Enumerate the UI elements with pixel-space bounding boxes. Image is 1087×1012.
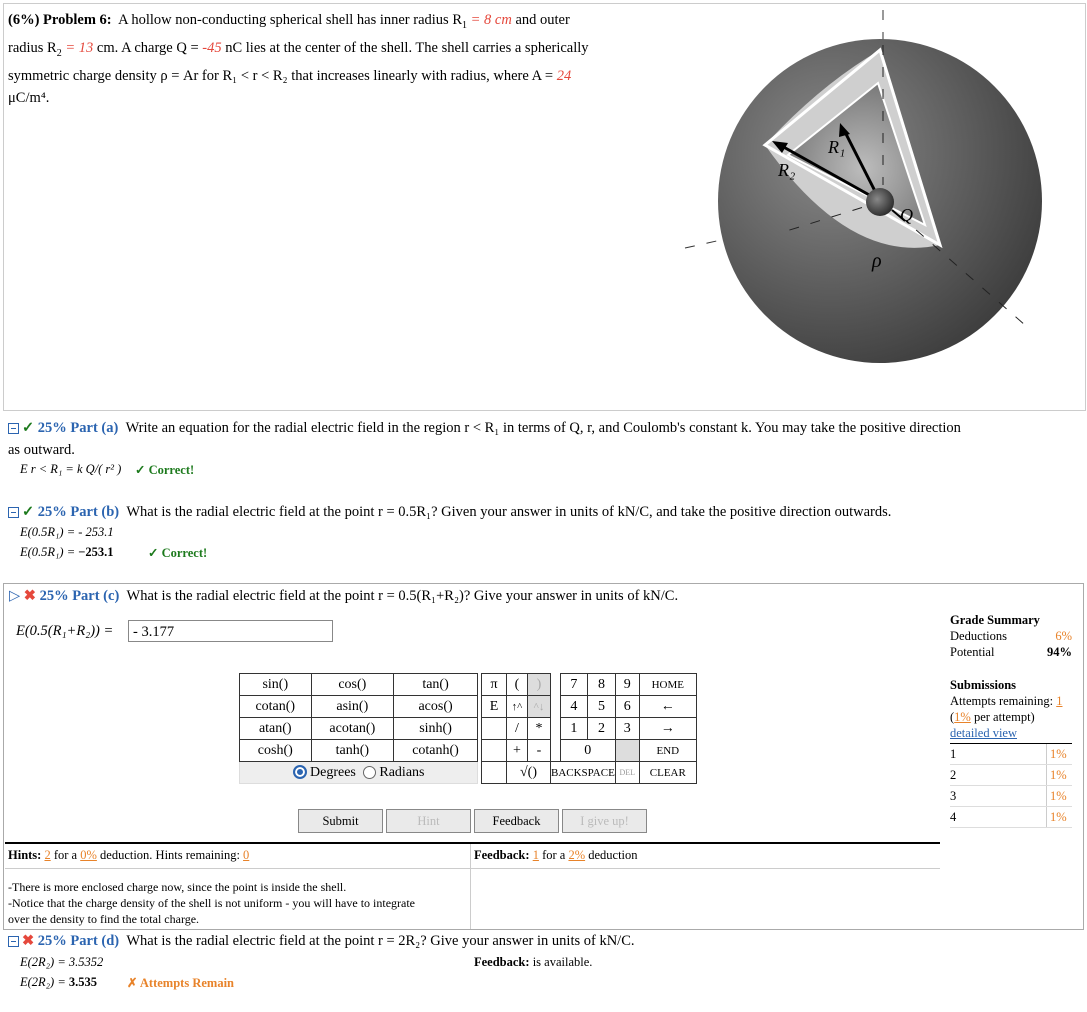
- part-d-answer-value: 3.535: [68, 975, 98, 989]
- clear-button[interactable]: CLEAR: [639, 762, 696, 784]
- acos-button[interactable]: acos(): [394, 696, 478, 718]
- part-c-title[interactable]: 25% Part (c): [39, 588, 120, 604]
- hints-text: for a: [53, 848, 78, 862]
- part-a-question: Write an equation for the radial electric field in the region r < R₁ in terms of Q, r, and Coulomb's constant k. You may take the positive direction: [125, 420, 961, 436]
- submission-number: 1: [950, 747, 957, 761]
- feedback-button[interactable]: Feedback: [474, 809, 559, 833]
- label-rho: ρ: [872, 250, 882, 272]
- hints-divider: [5, 842, 940, 844]
- hints-count: 2: [44, 848, 51, 862]
- cosh-button[interactable]: cosh(): [240, 740, 312, 762]
- part-d-feedback-label: Feedback:: [474, 955, 530, 969]
- hint-item: -Notice that the charge density of the shell is not uniform - you will have to integrate: [8, 896, 416, 910]
- hints-remaining: 0: [243, 848, 250, 862]
- spacer: [482, 762, 507, 784]
- digit-1[interactable]: 1: [560, 718, 588, 740]
- part-d: [8, 931, 634, 951]
- submission-number: 3: [950, 789, 957, 803]
- hint-item: over the density to find the total charge.: [8, 912, 200, 926]
- per-attempt-percent: 1%: [954, 710, 971, 724]
- problem-text: nC lies at the center of the shell. The shell carries a spherically: [225, 39, 589, 56]
- check-icon: ✓: [22, 420, 35, 436]
- problem-text: radius R: [8, 39, 57, 56]
- part-d-feedback: [474, 955, 592, 970]
- submission-deduction: 1%: [1046, 744, 1072, 764]
- spacer: [482, 718, 507, 740]
- part-c: [9, 586, 678, 606]
- expand-icon[interactable]: ▷: [9, 588, 21, 604]
- submission-deduction: 1%: [1046, 765, 1072, 785]
- degrees-radio[interactable]: [293, 765, 307, 779]
- part-b-title[interactable]: 25% Part (b): [37, 504, 120, 520]
- submission-number: 4: [950, 810, 957, 824]
- cotanh-button[interactable]: cotanh(): [394, 740, 478, 762]
- part-b-question: What is the radial electric field at the point r = 0.5R₁? Given your answer in units of kN/C, and take the positive direction outwards.: [126, 504, 892, 520]
- problem-text: symmetric charge density ρ = Ar for R₁ < r < R₂ that increases linearly with radius, where A =: [8, 67, 554, 84]
- hint-button[interactable]: Hint: [386, 809, 471, 833]
- radians-radio[interactable]: [363, 766, 376, 779]
- grade-summary: Grade Summary Deductions 6% Potential 94% Submissions Attempts remaining: 1 (1% per attempt) detailed view 1 1% 2 1% 3 1% 4 1%: [950, 612, 1072, 828]
- part-a-question: as outward.: [8, 442, 75, 458]
- feedback-percent: 2%: [568, 848, 586, 862]
- central-charge: [866, 188, 894, 216]
- part-d-question: What is the radial electric field at the point r = 2R₂? Give your answer in units of kN/C.: [126, 933, 635, 949]
- collapse-icon[interactable]: [8, 507, 19, 518]
- digit-8[interactable]: 8: [588, 674, 616, 696]
- a-value: 24: [556, 67, 572, 84]
- rparen-button[interactable]: ): [528, 674, 551, 696]
- part-d-answer-entered: E(2R₂) = 3.5352: [20, 955, 104, 969]
- x-icon: ✖: [23, 588, 36, 604]
- submissions-title: Submissions: [950, 678, 1017, 692]
- angle-mode: [240, 762, 478, 784]
- digit-0[interactable]: 0: [560, 740, 615, 762]
- feedback-summary: [474, 848, 638, 863]
- feedback-label: Feedback:: [474, 848, 530, 862]
- label-r1: R₁: [828, 137, 846, 157]
- hints-label: Hints:: [8, 848, 42, 862]
- part-b-answer-final: [20, 545, 114, 560]
- collapse-icon[interactable]: [8, 423, 19, 434]
- sin-button[interactable]: sin(): [240, 674, 312, 696]
- submit-button[interactable]: Submit: [298, 809, 383, 833]
- problem-statement: (6%) Problem 6: A hollow non-conducting spherical shell has inner radius $R_1 = 8$ cm and outer radius $R_2 = 13$ cm. A charge Q = -45 nC lies at the center of the shell. The shell carries a spherically symmetric charge density ρ = Ar for R₁ < r < R₂ that increases linearly with radius, where A = 24 μC/m⁴.: [8, 9, 658, 109]
- part-b-status: ✓ Correct!: [148, 546, 208, 560]
- sinh-button[interactable]: sinh(): [394, 718, 478, 740]
- part-d-answer-final: [20, 975, 97, 990]
- answer-input[interactable]: - 3.177: [128, 620, 333, 642]
- r2-value: = 13: [65, 39, 94, 56]
- cos-button[interactable]: cos(): [311, 674, 394, 696]
- hint-item: -There is more enclosed charge now, since the point is inside the shell.: [8, 880, 347, 894]
- attempts-label: Attempts remaining:: [950, 694, 1054, 708]
- submission-deduction: 1%: [1046, 786, 1072, 806]
- part-c-input-label: E(0.5(R₁+R₂)) =: [16, 623, 114, 639]
- radians-label: Radians: [379, 764, 425, 780]
- e-button[interactable]: E: [482, 696, 507, 718]
- minus-button[interactable]: -: [528, 740, 551, 762]
- hints-header-divider: [5, 868, 940, 869]
- problem-heading: (6%) Problem 6:: [8, 12, 112, 28]
- part-b-answer-value: −253.1: [78, 545, 114, 559]
- spacer: [482, 740, 507, 762]
- r1-value: = 8 cm: [470, 12, 512, 28]
- number-keypad: [481, 673, 697, 784]
- feedback-count: 1: [532, 848, 539, 862]
- grade-summary-title: Grade Summary: [950, 613, 1040, 627]
- spherical-shell-figure: [680, 5, 1080, 405]
- function-keypad: [239, 673, 478, 784]
- digit-3[interactable]: 3: [615, 718, 639, 740]
- submission-number: 2: [950, 768, 957, 782]
- hints-text: deduction. Hints remaining:: [100, 848, 240, 862]
- problem-text: cm. A charge Q =: [96, 39, 199, 56]
- backspace-button[interactable]: BACKSPACE: [551, 762, 616, 784]
- subscript-button[interactable]: ^↓: [528, 696, 551, 718]
- digit-5[interactable]: 5: [588, 696, 616, 718]
- tan-button[interactable]: tan(): [394, 674, 478, 696]
- asin-button[interactable]: asin(): [311, 696, 394, 718]
- potential-value: 94%: [1047, 645, 1072, 659]
- part-b-answer-entered: E(0.5R₁) = - 253.1: [20, 525, 114, 539]
- left-arrow-button[interactable]: ←: [639, 696, 696, 718]
- atan-button[interactable]: atan(): [240, 718, 312, 740]
- submission-deduction: 1%: [1046, 807, 1072, 827]
- part-b: [8, 501, 1083, 523]
- spacer: [615, 740, 639, 762]
- deductions-value: 6%: [1055, 629, 1072, 643]
- times-button[interactable]: *: [528, 718, 551, 740]
- problem-text: and outer: [515, 12, 570, 28]
- sqrt-button[interactable]: √(): [507, 762, 551, 784]
- q-value: -45: [202, 39, 222, 56]
- right-arrow-button[interactable]: →: [639, 718, 696, 740]
- deductions-label: Deductions: [950, 629, 1007, 643]
- problem-text: A hollow non-conducting spherical shell has inner radius R: [118, 12, 462, 28]
- acotan-button[interactable]: acotan(): [311, 718, 394, 740]
- feedback-text: for a: [542, 848, 566, 862]
- part-a-title[interactable]: 25% Part (a): [37, 420, 119, 436]
- cotan-button[interactable]: cotan(): [240, 696, 312, 718]
- potential-label: Potential: [950, 645, 995, 659]
- hints-column-divider: [470, 844, 471, 929]
- part-d-status: ✗ Attempts Remain: [127, 976, 234, 990]
- digit-4[interactable]: 4: [560, 696, 588, 718]
- lparen-button[interactable]: (: [507, 674, 528, 696]
- plus-button[interactable]: +: [507, 740, 528, 762]
- end-button[interactable]: END: [639, 740, 696, 762]
- divide-button[interactable]: /: [507, 718, 528, 740]
- x-icon: ✖: [22, 933, 35, 949]
- part-a-status: ✓ Correct!: [135, 463, 195, 477]
- part-d-answer-label: E(2R₂) =: [20, 975, 66, 989]
- hints-percent: 0%: [80, 848, 97, 862]
- part-b-answer-label: E(0.5R₁) =: [20, 545, 76, 559]
- part-c-question: What is the radial electric field at the point r = 0.5(R₁+R₂)? Give your answer in units of kN/C.: [126, 588, 679, 604]
- feedback-text: deduction: [588, 848, 638, 862]
- digit-9[interactable]: 9: [615, 674, 639, 696]
- check-icon: ✓: [22, 504, 35, 520]
- part-a-answer: E r < R₁ = k Q/( r² ): [20, 462, 122, 476]
- per-attempt-text: per attempt): [973, 710, 1035, 724]
- part-d-title[interactable]: 25% Part (d): [37, 933, 120, 949]
- del-button[interactable]: DEL: [615, 762, 639, 784]
- part-d-feedback-value: is available.: [532, 955, 593, 969]
- power-button[interactable]: ↑^: [507, 696, 528, 718]
- collapse-icon[interactable]: [8, 936, 19, 947]
- pi-button[interactable]: π: [482, 674, 507, 696]
- tanh-button[interactable]: tanh(): [311, 740, 394, 762]
- digit-7[interactable]: 7: [560, 674, 588, 696]
- part-a: [8, 417, 1083, 461]
- give-up-button[interactable]: I give up!: [562, 809, 647, 833]
- label-q: Q: [900, 205, 913, 225]
- attempts-value: 1: [1056, 694, 1063, 708]
- hint-list: [8, 879, 468, 927]
- hints-summary: [8, 848, 249, 863]
- digit-6[interactable]: 6: [615, 696, 639, 718]
- digit-2[interactable]: 2: [588, 718, 616, 740]
- label-r2: R₂: [778, 160, 796, 180]
- detailed-view-link[interactable]: detailed view: [950, 726, 1017, 740]
- degrees-label: Degrees: [310, 764, 356, 780]
- problem-text: μC/m⁴.: [8, 89, 50, 106]
- home-button[interactable]: HOME: [639, 674, 696, 696]
